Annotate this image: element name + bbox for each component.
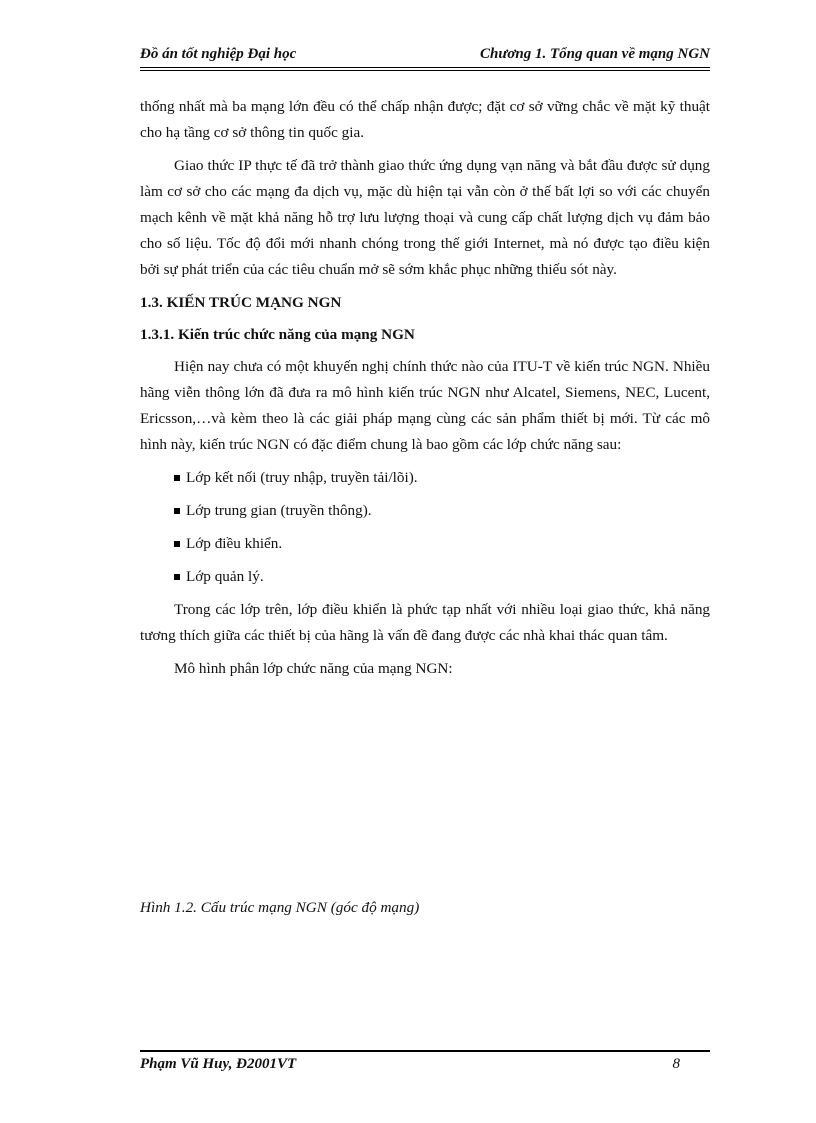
paragraph-ip-protocol: Giao thức IP thực tế đã trở thành giao thức ứng dụng vạn năng và bắt đầu được sử dụng làm cơ sở cho các mạng đa dịch vụ, mặc dù hiện tại vẫn còn ở thế bất lợi so với các chuyển mạch kênh về mặt khả năng hỗ trợ lưu lượng thoại và cung cấp chất lượng dịch vụ đảm bảo cho số liệu. Tốc độ đổi mới nhanh chóng trong thế giới Internet, mà nó được tạo điều kiện bởi sự phát triển của các tiêu chuẩn mở sẽ sớm khắc phục những thiếu sót này. — [140, 157, 710, 278]
square-bullet-icon — [174, 508, 180, 514]
page-body — [140, 94, 710, 928]
footer-author: Phạm Vũ Huy, Đ2001VT — [140, 1056, 297, 1072]
page-footer — [140, 1050, 710, 1073]
header-chapter-title: Chương 1. Tổng quan về mạng NGN — [480, 46, 710, 62]
square-bullet-icon — [174, 541, 180, 547]
square-bullet-icon — [174, 574, 180, 580]
list-item-text: Lớp điều khiển. — [186, 535, 283, 552]
header-document-title: Đồ án tốt nghiệp Đại học — [140, 46, 297, 62]
layer-list — [140, 465, 710, 590]
list-item — [174, 564, 710, 590]
list-item — [174, 531, 710, 557]
paragraph-continuation: thống nhất mà ba mạng lớn đều có thể chấp nhận được; đặt cơ sở vững chắc về mặt kỹ thuật cho hạ tầng cơ sở thông tin quốc gia. — [140, 98, 710, 141]
figure-placeholder — [140, 689, 710, 895]
paragraph-control-layer: Trong các lớp trên, lớp điều khiển là phức tạp nhất với nhiều loại giao thức, khả năng tương thích giữa các thiết bị của hãng là vấn đề đang được các nhà khai thác quan tâm. — [140, 601, 710, 644]
list-item-text: Lớp trung gian (truyền thông). — [186, 502, 372, 519]
paragraph-figure-intro: Mô hình phân lớp chức năng của mạng NGN: — [174, 660, 453, 677]
section-heading: 1.3. KIẾN TRÚC MẠNG NGN — [140, 294, 342, 311]
figure-caption: Hình 1.2. Cấu trúc mạng NGN (góc độ mạng) — [140, 899, 420, 916]
square-bullet-icon — [174, 475, 180, 481]
page-number: 8 — [672, 1056, 680, 1072]
page-header — [140, 46, 710, 68]
list-item — [174, 498, 710, 524]
subsection-heading: 1.3.1. Kiến trúc chức năng của mạng NGN — [140, 326, 415, 343]
list-item-text: Lớp quản lý. — [186, 568, 264, 585]
list-item — [174, 465, 710, 491]
list-item-text: Lớp kết nối (truy nhập, truyền tải/lõi). — [186, 469, 418, 486]
paragraph-ngn-architecture: Hiện nay chưa có một khuyến nghị chính thức nào của ITU-T về kiến trúc NGN. Nhiều hãng viễn thông lớn đã đưa ra mô hình kiến trúc NGN như Alcatel, Siemens, NEC, Lucent, Ericsson,…và kèm theo là các giải pháp mạng cùng các sản phẩm thiết bị mới. Từ các mô hình này, kiến trúc NGN có đặc điểm chung là bao gồm các lớp chức năng sau: — [140, 358, 710, 453]
